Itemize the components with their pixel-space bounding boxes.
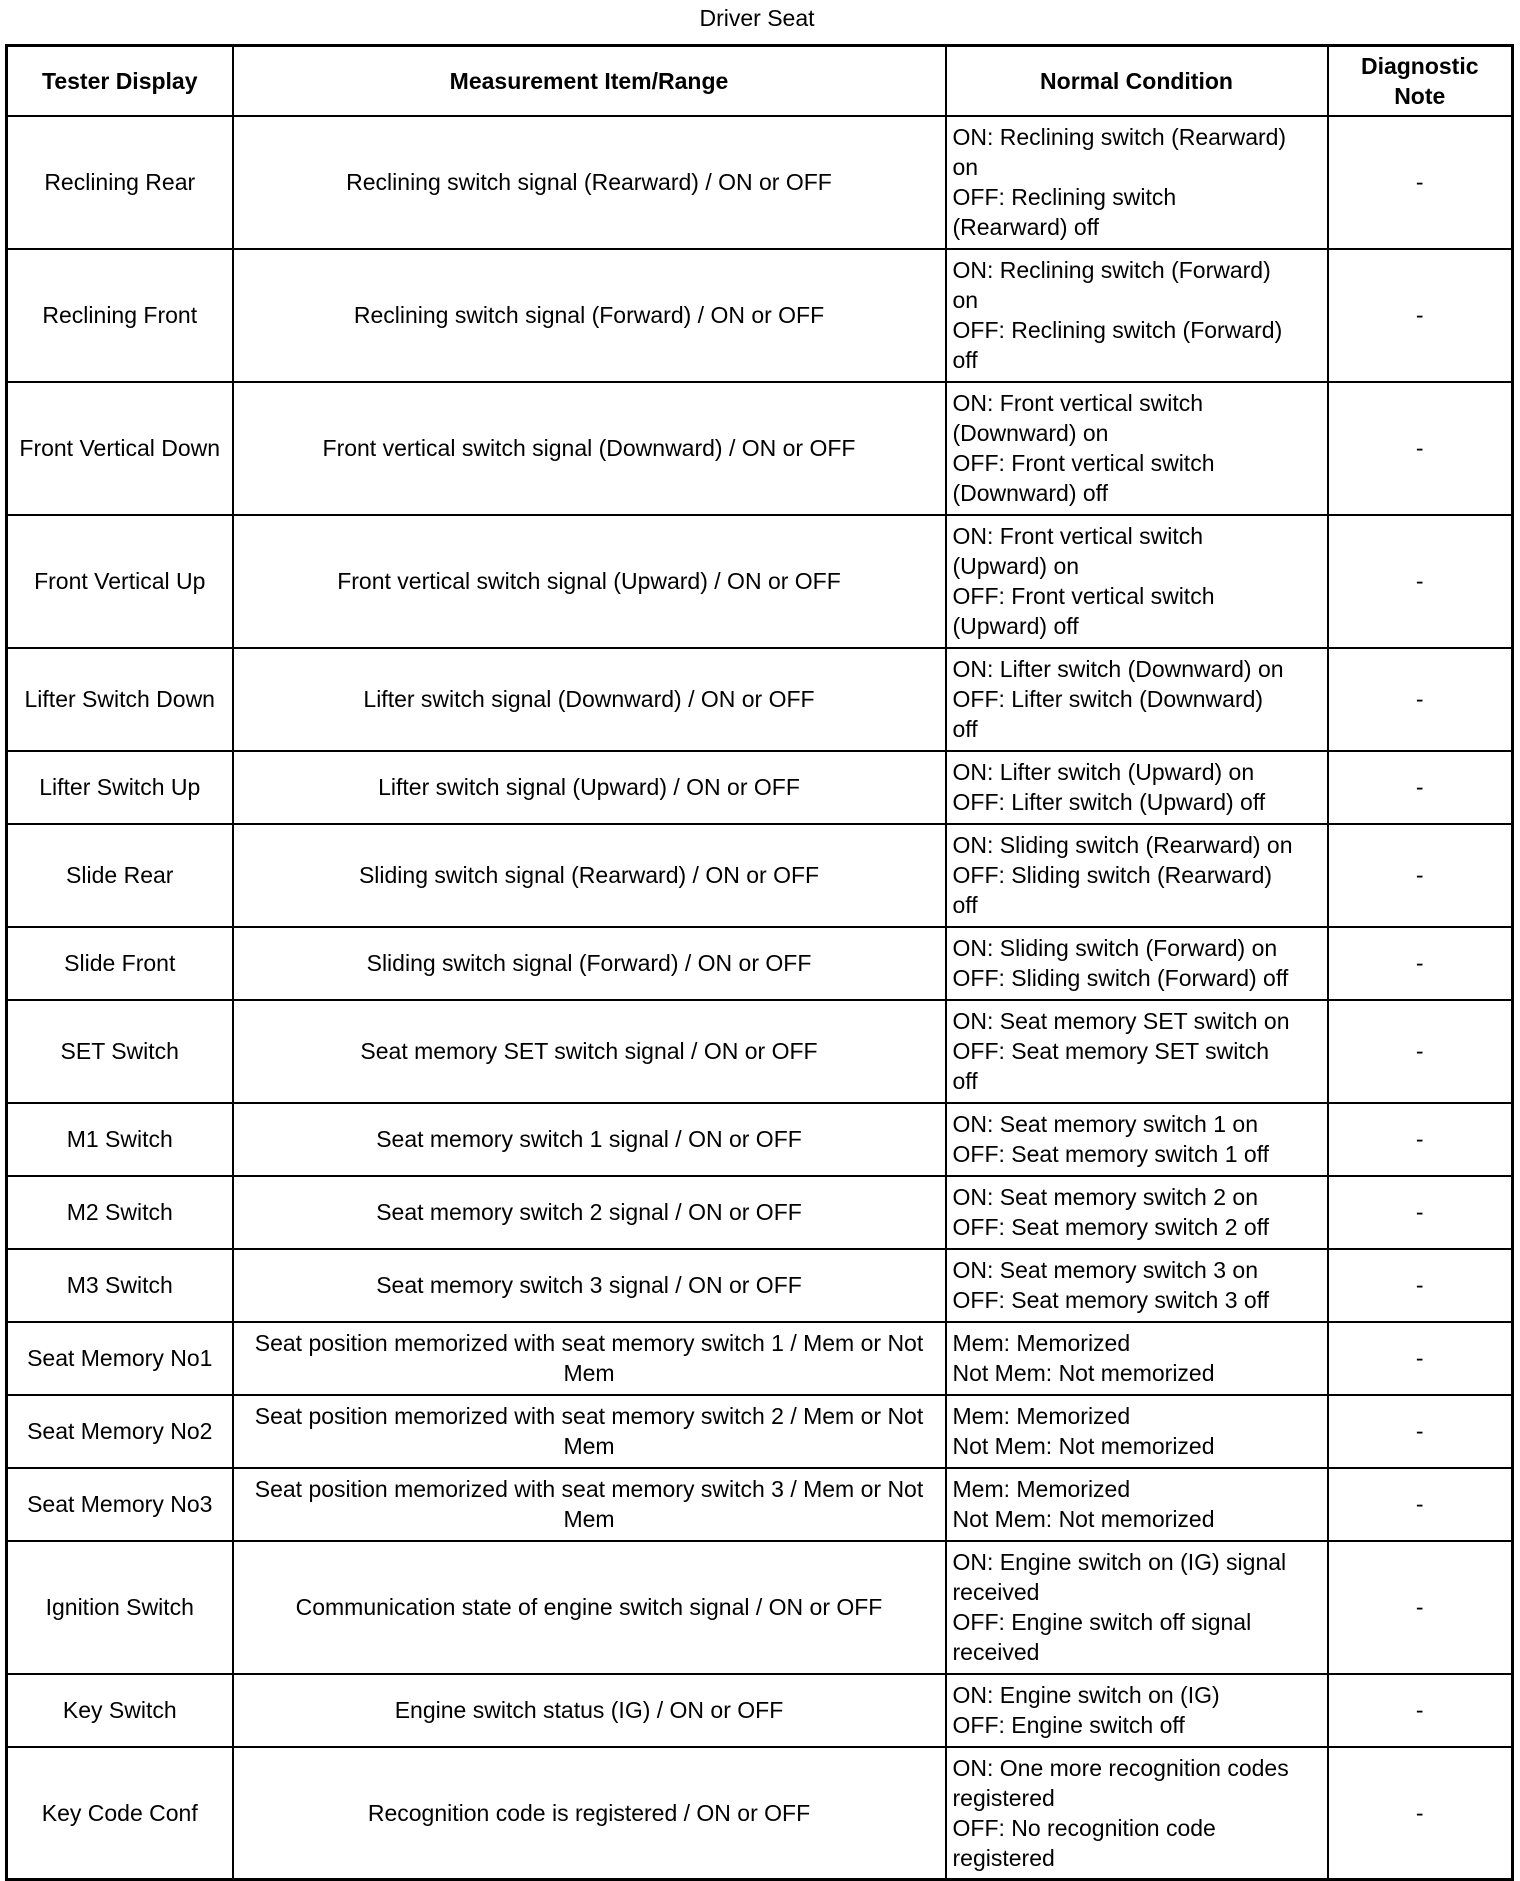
driver-seat-data-list-table: [5, 44, 1514, 1881]
measurement-item-cell: Seat memory switch 2 signal / ON or OFF: [233, 1176, 946, 1249]
tester-display-cell: Reclining Front: [7, 249, 233, 382]
table-row: [7, 116, 1513, 249]
measurement-item-cell: Sliding switch signal (Rearward) / ON or OFF: [233, 824, 946, 927]
measurement-item-cell: Seat memory SET switch signal / ON or OFF: [233, 1000, 946, 1103]
normal-condition-line: OFF: Engine switch off: [952, 1712, 1185, 1738]
normal-condition-line: ON: Front vertical switch: [952, 523, 1203, 549]
diagnostic-note-cell: -: [1328, 648, 1513, 751]
normal-condition-line: off: [952, 716, 978, 742]
table-row: [7, 824, 1513, 927]
normal-condition-cell: [946, 515, 1328, 648]
normal-condition-line: OFF: Front vertical switch: [952, 583, 1215, 609]
tester-display-cell: Ignition Switch: [7, 1541, 233, 1674]
table-row: [7, 1176, 1513, 1249]
normal-condition-line: OFF: Lifter switch (Upward) off: [952, 789, 1266, 815]
normal-condition-line: Mem: Memorized: [952, 1403, 1131, 1429]
tester-display-cell: Reclining Rear: [7, 116, 233, 249]
diagnostic-note-cell: -: [1328, 1747, 1513, 1880]
diagnostic-note-cell: -: [1328, 927, 1513, 1000]
normal-condition-cell: [946, 1249, 1328, 1322]
diagnostic-note-cell: -: [1328, 1322, 1513, 1395]
measurement-item-cell: Reclining switch signal (Forward) / ON or OFF: [233, 249, 946, 382]
measurement-item-cell: Seat position memorized with seat memory switch 2 / Mem or Not Mem: [233, 1395, 946, 1468]
normal-condition-line: Not Mem: Not memorized: [952, 1433, 1215, 1459]
tester-display-cell: Slide Rear: [7, 824, 233, 927]
measurement-item-cell: Sliding switch signal (Forward) / ON or OFF: [233, 927, 946, 1000]
diagnostic-note-cell: -: [1328, 1176, 1513, 1249]
normal-condition-line: ON: One more recognition codes: [952, 1754, 1289, 1781]
table-row: [7, 1468, 1513, 1541]
normal-condition-line: OFF: Reclining switch: [952, 184, 1177, 210]
table-row: [7, 249, 1513, 382]
table-row: [7, 1395, 1513, 1468]
normal-condition-line: (Downward) off: [952, 480, 1109, 506]
tester-display-cell: Lifter Switch Up: [7, 751, 233, 824]
normal-condition-line: OFF: Sliding switch (Rearward): [952, 862, 1273, 888]
normal-condition-cell: [946, 249, 1328, 382]
diagnostic-note-cell: -: [1328, 824, 1513, 927]
normal-condition-line: ON: Engine switch on (IG) signal: [952, 1549, 1287, 1575]
normal-condition-line: OFF: Front vertical switch: [952, 450, 1215, 476]
normal-condition-line: ON: Lifter switch (Downward) on: [952, 656, 1284, 682]
tester-display-cell: Lifter Switch Down: [7, 648, 233, 751]
measurement-item-cell: Communication state of engine switch signal / ON or OFF: [233, 1541, 946, 1674]
measurement-item-cell: Seat position memorized with seat memory switch 3 / Mem or Not Mem: [233, 1468, 946, 1541]
column-header-diagnostic-note-line2: Note: [1394, 82, 1446, 109]
normal-condition-line: ON: Engine switch on (IG): [952, 1682, 1220, 1708]
table-row: [7, 1747, 1513, 1880]
normal-condition-cell: [946, 1674, 1328, 1747]
normal-condition-line: ON: Seat memory switch 2 on: [952, 1184, 1258, 1210]
tester-display-cell: Key Switch: [7, 1674, 233, 1747]
table-row: [7, 648, 1513, 751]
table-row: [7, 1541, 1513, 1674]
column-header-diagnostic-note-line1: Diagnostic: [1360, 52, 1479, 79]
measurement-item-cell: Engine switch status (IG) / ON or OFF: [233, 1674, 946, 1747]
tester-display-cell: SET Switch: [7, 1000, 233, 1103]
normal-condition-line: ON: Sliding switch (Rearward) on: [952, 832, 1293, 858]
table-row: [7, 1000, 1513, 1103]
normal-condition-line: (Upward) on: [952, 553, 1080, 579]
measurement-item-cell: Lifter switch signal (Upward) / ON or OFF: [233, 751, 946, 824]
diagnostic-note-cell: -: [1328, 1468, 1513, 1541]
normal-condition-line: off: [952, 347, 978, 373]
normal-condition-line: Not Mem: Not memorized: [952, 1360, 1215, 1386]
column-header-normal-condition: Normal Condition: [946, 46, 1328, 116]
column-header-diagnostic-note: [1328, 46, 1513, 116]
normal-condition-line: ON: Lifter switch (Upward) on: [952, 759, 1255, 785]
measurement-item-cell: Front vertical switch signal (Downward) / ON or OFF: [233, 382, 946, 515]
normal-condition-cell: [946, 1103, 1328, 1176]
diagnostic-note-cell: -: [1328, 515, 1513, 648]
normal-condition-line: (Downward) on: [952, 420, 1109, 446]
normal-condition-line: ON: Seat memory switch 1 on: [952, 1111, 1258, 1137]
normal-condition-cell: [946, 648, 1328, 751]
normal-condition-cell: [946, 1468, 1328, 1541]
normal-condition-cell: [946, 1747, 1328, 1880]
normal-condition-line: OFF: Reclining switch (Forward): [952, 317, 1283, 343]
table-header-row: [7, 46, 1513, 116]
normal-condition-line: OFF: Seat memory switch 1 off: [952, 1141, 1270, 1167]
measurement-item-cell: Seat memory switch 1 signal / ON or OFF: [233, 1103, 946, 1176]
tester-display-cell: Front Vertical Up: [7, 515, 233, 648]
normal-condition-cell: [946, 927, 1328, 1000]
tester-display-cell: Slide Front: [7, 927, 233, 1000]
normal-condition-line: ON: Seat memory switch 3 on: [952, 1257, 1258, 1283]
normal-condition-line: ON: Seat memory SET switch on: [952, 1008, 1290, 1034]
table-row: [7, 751, 1513, 824]
normal-condition-line: received: [952, 1579, 1040, 1605]
diagnostic-note-cell: -: [1328, 1541, 1513, 1674]
diagnostic-note-cell: -: [1328, 1103, 1513, 1176]
table-row: [7, 382, 1513, 515]
diagnostic-note-cell: -: [1328, 1395, 1513, 1468]
normal-condition-line: OFF: Engine switch off signal: [952, 1609, 1252, 1635]
normal-condition-cell: [946, 751, 1328, 824]
measurement-item-cell: Seat position memorized with seat memory switch 1 / Mem or Not Mem: [233, 1322, 946, 1395]
normal-condition-cell: [946, 1000, 1328, 1103]
table-row: [7, 1249, 1513, 1322]
normal-condition-line: OFF: No recognition code: [952, 1814, 1216, 1841]
normal-condition-line: ON: Front vertical switch: [952, 390, 1203, 416]
normal-condition-line: received: [952, 1639, 1040, 1665]
normal-condition-line: registered: [952, 1844, 1055, 1871]
tester-display-cell: Key Code Conf: [7, 1747, 233, 1880]
table-caption: Driver Seat: [699, 5, 815, 31]
measurement-item-cell: Front vertical switch signal (Upward) / ON or OFF: [233, 515, 946, 648]
diagnostic-note-cell: -: [1328, 1249, 1513, 1322]
diagnostic-note-cell: -: [1328, 249, 1513, 382]
table-row: [7, 927, 1513, 1000]
diagnostic-note-cell: -: [1328, 382, 1513, 515]
tester-display-cell: Seat Memory No3: [7, 1468, 233, 1541]
tester-display-cell: M3 Switch: [7, 1249, 233, 1322]
normal-condition-cell: [946, 824, 1328, 927]
tester-display-cell: Seat Memory No2: [7, 1395, 233, 1468]
normal-condition-line: off: [952, 892, 978, 918]
measurement-item-cell: Recognition code is registered / ON or OFF: [233, 1747, 946, 1880]
normal-condition-cell: [946, 116, 1328, 249]
normal-condition-line: OFF: Seat memory switch 3 off: [952, 1287, 1270, 1313]
normal-condition-line: OFF: Seat memory SET switch: [952, 1038, 1270, 1064]
table-row: [7, 1322, 1513, 1395]
normal-condition-line: Mem: Memorized: [952, 1330, 1131, 1356]
tester-display-cell: M2 Switch: [7, 1176, 233, 1249]
normal-condition-line: registered: [952, 1784, 1055, 1811]
normal-condition-cell: [946, 1395, 1328, 1468]
column-header-measurement: Measurement Item/Range: [233, 46, 946, 116]
diagnostic-note-cell: -: [1328, 116, 1513, 249]
normal-condition-line: Mem: Memorized: [952, 1476, 1131, 1502]
normal-condition-line: OFF: Lifter switch (Downward): [952, 686, 1264, 712]
tester-display-cell: Front Vertical Down: [7, 382, 233, 515]
normal-condition-line: ON: Reclining switch (Rearward): [952, 124, 1287, 150]
normal-condition-line: off: [952, 1068, 978, 1094]
normal-condition-line: on: [952, 287, 979, 313]
measurement-item-cell: Seat memory switch 3 signal / ON or OFF: [233, 1249, 946, 1322]
normal-condition-line: Not Mem: Not memorized: [952, 1506, 1215, 1532]
table-body: [7, 116, 1513, 1880]
diagnostic-note-cell: -: [1328, 751, 1513, 824]
normal-condition-line: (Upward) off: [952, 613, 1079, 639]
measurement-item-cell: Lifter switch signal (Downward) / ON or OFF: [233, 648, 946, 751]
tester-display-cell: Seat Memory No1: [7, 1322, 233, 1395]
normal-condition-line: on: [952, 154, 979, 180]
diagnostic-note-cell: -: [1328, 1000, 1513, 1103]
tester-display-cell: M1 Switch: [7, 1103, 233, 1176]
normal-condition-cell: [946, 1322, 1328, 1395]
normal-condition-line: ON: Sliding switch (Forward) on: [952, 935, 1278, 961]
normal-condition-line: OFF: Seat memory switch 2 off: [952, 1214, 1270, 1240]
column-header-tester-display: Tester Display: [7, 46, 233, 116]
table-row: [7, 1103, 1513, 1176]
normal-condition-line: (Rearward) off: [952, 214, 1100, 240]
normal-condition-cell: [946, 382, 1328, 515]
normal-condition-line: OFF: Sliding switch (Forward) off: [952, 965, 1289, 991]
normal-condition-cell: [946, 1176, 1328, 1249]
measurement-item-cell: Reclining switch signal (Rearward) / ON or OFF: [233, 116, 946, 249]
table-row: [7, 1674, 1513, 1747]
table-row: [7, 515, 1513, 648]
diagnostic-note-cell: -: [1328, 1674, 1513, 1747]
normal-condition-line: ON: Reclining switch (Forward): [952, 257, 1271, 283]
normal-condition-cell: [946, 1541, 1328, 1674]
